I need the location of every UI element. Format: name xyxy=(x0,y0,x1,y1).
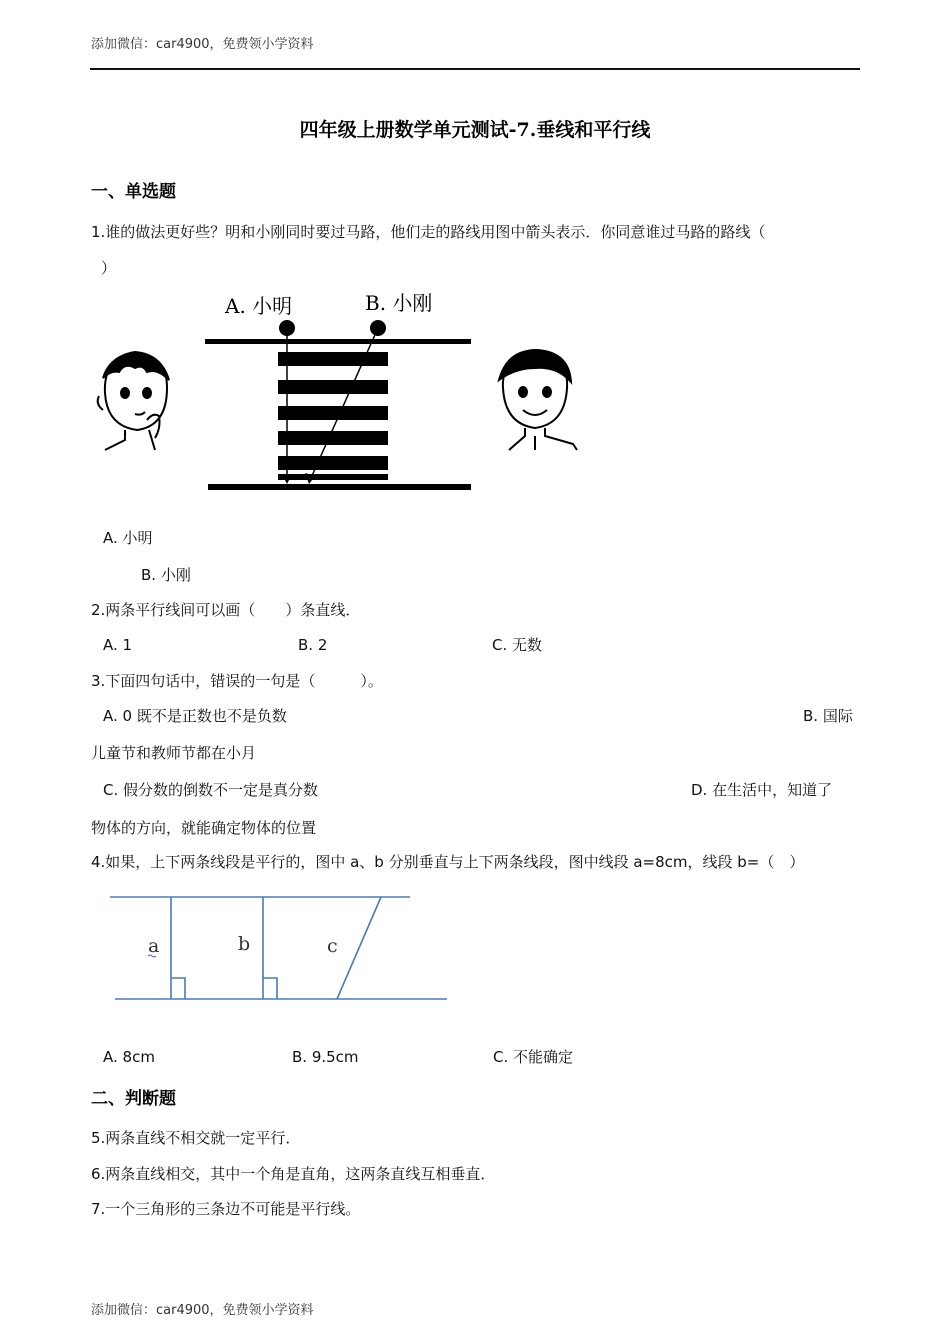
q4-option-c[interactable]: C. 不能确定 xyxy=(493,1048,574,1066)
q2-option-a[interactable]: A. 1 xyxy=(103,636,133,654)
right-angle-mark-b xyxy=(263,978,277,999)
label-c: c xyxy=(327,935,338,957)
question-3-text: 3.下面四句话中，错误的一句是（ ）。 xyxy=(91,672,383,690)
boy-thinking-illustration xyxy=(98,352,169,450)
right-angle-mark-a xyxy=(171,978,185,999)
boy-smiling-illustration xyxy=(499,350,577,450)
label-a: a xyxy=(148,935,160,957)
zebra-crossing xyxy=(278,352,388,480)
header-rule xyxy=(90,68,860,70)
figure-label-xiaogang: B. 小刚 xyxy=(365,291,433,315)
label-b: b xyxy=(238,933,251,955)
question-5-text: 5.两条直线不相交就一定平行． xyxy=(91,1129,301,1147)
section-heading-single-choice: 一、单选题 xyxy=(91,182,176,202)
parallel-lines-figure xyxy=(105,888,455,1013)
q1-option-a[interactable]: A. 小明 xyxy=(103,529,153,547)
q3-option-d[interactable]: D. 在生活中，知道了 xyxy=(691,781,833,799)
q3-option-d-continued: 物体的方向，就能确定物体的位置 xyxy=(91,819,317,837)
question-7-text: 7.一个三角形的三条边不可能是平行线。 xyxy=(91,1200,361,1218)
page-title: 四年级上册数学单元测试-7.垂线和平行线 xyxy=(299,119,651,141)
q3-option-b-continued: 儿童节和教师节都在小月 xyxy=(91,744,257,762)
footer-note: 添加微信：car4900，免费领小学资料 xyxy=(91,1303,314,1318)
figure-label-xiaoming: A. 小明 xyxy=(225,294,293,318)
header-note: 添加微信：car4900，免费领小学资料 xyxy=(91,37,314,52)
q3-option-c[interactable]: C. 假分数的倒数不一定是真分数 xyxy=(103,781,319,799)
road-bottom-edge xyxy=(208,484,471,490)
question-6-text: 6.两条直线相交，其中一个角是直角，这两条直线互相垂直． xyxy=(91,1165,496,1183)
section-heading-judgement: 二、判断题 xyxy=(91,1089,176,1109)
question-1-text-continued: ） xyxy=(101,259,117,277)
segment-c xyxy=(337,897,381,999)
question-4-text: 4.如果，上下两条线段是平行的，图中 a、b 分别垂直与上下两条线段，图中线段 a=8cm，线段 b=（ ） xyxy=(91,853,805,871)
q2-option-c[interactable]: C. 无数 xyxy=(492,636,543,654)
crosswalk-figure xyxy=(95,288,585,500)
q2-option-b[interactable]: B. 2 xyxy=(298,636,328,654)
road-top-edge xyxy=(205,339,471,344)
question-1-text: 1.谁的做法更好些？明和小刚同时要过马路，他们走的路线用图中箭头表示．你同意谁过马路的路线（ xyxy=(91,223,766,241)
q4-option-a[interactable]: A. 8cm xyxy=(103,1048,155,1066)
q3-option-a[interactable]: A. 0 既不是正数也不是负数 xyxy=(103,707,287,725)
question-2-text: 2.两条平行线间可以画（ ）条直线． xyxy=(91,601,361,619)
q4-option-b[interactable]: B. 9.5cm xyxy=(292,1048,359,1066)
q1-option-b[interactable]: B. 小刚 xyxy=(141,566,191,584)
q3-option-b[interactable]: B. 国际 xyxy=(803,707,853,725)
